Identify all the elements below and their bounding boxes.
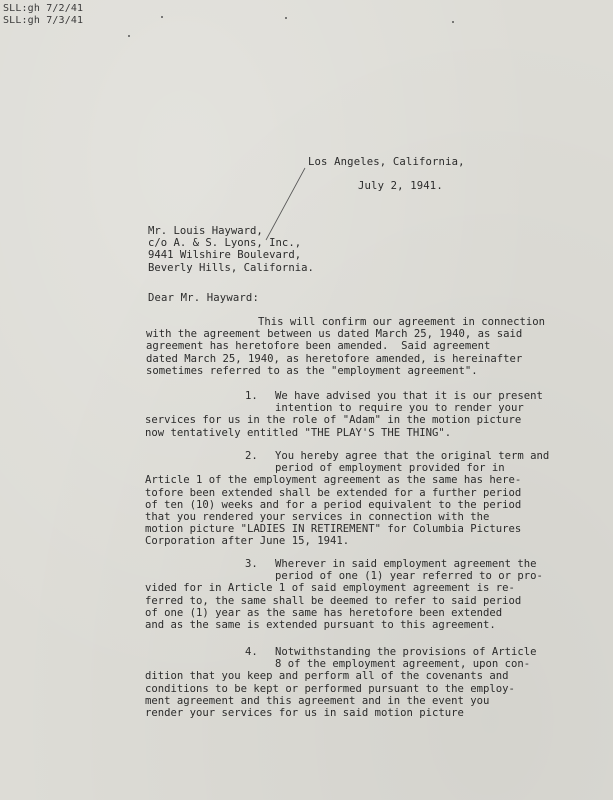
clause-line: Wherever in said employment agreement the xyxy=(275,558,537,570)
clause-first-line xyxy=(145,558,543,570)
clause-1 xyxy=(145,390,543,439)
clause-number: 1. xyxy=(245,390,258,402)
intro-line: agreement has heretofore been amended. Said agreement xyxy=(146,340,491,353)
addressee-line: c/o A. & S. Lyons, Inc., xyxy=(148,237,302,250)
clause-line: render your services for us in said motion picture xyxy=(145,707,464,720)
salutation: Dear Mr. Hayward: xyxy=(148,292,259,304)
clause-first-line xyxy=(145,450,549,462)
clause-3 xyxy=(145,558,543,631)
addressee-block xyxy=(148,225,314,274)
clause-line: of ten (10) weeks and for a period equivalent to the period xyxy=(145,498,522,511)
clause-number: 2. xyxy=(245,450,258,462)
intro-line: dated March 25, 1940, as heretofore amended, is hereinafter xyxy=(146,352,523,365)
clause-line: that you rendered your services in connection with the xyxy=(145,511,490,524)
clause-2 xyxy=(145,450,549,548)
clause-line: period of employment provided for in xyxy=(275,462,505,475)
intro-line: This will confirm our agreement in connection xyxy=(258,316,546,328)
clause-line: tofore been extended shall be extended for a further period xyxy=(145,486,522,499)
clause-line: Article 1 of the employment agreement as the same has here- xyxy=(145,474,522,487)
clause-first-line xyxy=(145,390,543,402)
intro-line: with the agreement between us dated March 25, 1940, as said xyxy=(146,328,523,341)
clause-line: now tentatively entitled "THE PLAY'S THE THING". xyxy=(145,426,452,439)
clause-line: We have advised you that it is our present xyxy=(275,390,543,402)
clause-line: conditions to be kept or performed pursuant to the employ- xyxy=(145,682,515,695)
reference-line-1: SLL:gh 7/2/41 xyxy=(3,3,84,14)
reference-line-2: SLL:gh 7/3/41 xyxy=(3,15,84,26)
clause-line: motion picture "LADIES IN RETIREMENT" for Columbia Pictures xyxy=(145,523,522,536)
addressee-line: Mr. Louis Hayward, xyxy=(148,225,263,237)
addressee-line: Beverly Hills, California. xyxy=(148,261,314,274)
clause-line: 8 of the employment agreement, upon con- xyxy=(275,658,531,671)
clause-line: You hereby agree that the original term and xyxy=(275,450,550,462)
clause-line: Notwithstanding the provisions of Article xyxy=(275,646,537,658)
letter-date: July 2, 1941. xyxy=(358,180,443,192)
clause-number: 4. xyxy=(245,646,258,658)
clause-line: Corporation after June 15, 1941. xyxy=(145,535,350,548)
clause-line: period of one (1) year referred to or pro- xyxy=(275,570,543,583)
clause-line: vided for in Article 1 of said employment agreement is re- xyxy=(145,582,515,595)
clause-line: ment agreement and this agreement and in the event you xyxy=(145,694,490,707)
clause-first-line xyxy=(145,646,537,658)
addressee-line: 9441 Wilshire Boulevard, xyxy=(148,249,302,262)
clause-number: 3. xyxy=(245,558,258,570)
clause-line: services for us in the role of "Adam" in the motion picture xyxy=(145,414,522,427)
clause-line: ferred to, the same shall be deemed to refer to said period xyxy=(145,594,522,607)
clause-line: and as the same is extended pursuant to this agreement. xyxy=(145,619,496,632)
clause-4 xyxy=(145,646,537,719)
intro-paragraph xyxy=(146,316,545,377)
letter-place: Los Angeles, California, xyxy=(308,156,465,168)
clause-line: intention to require you to render your xyxy=(275,402,524,415)
clause-line: of one (1) year as the same has heretofore been extended xyxy=(145,606,503,619)
intro-line: sometimes referred to as the "employment agreement". xyxy=(146,364,478,377)
clause-line: dition that you keep and perform all of the covenants and xyxy=(145,670,509,683)
